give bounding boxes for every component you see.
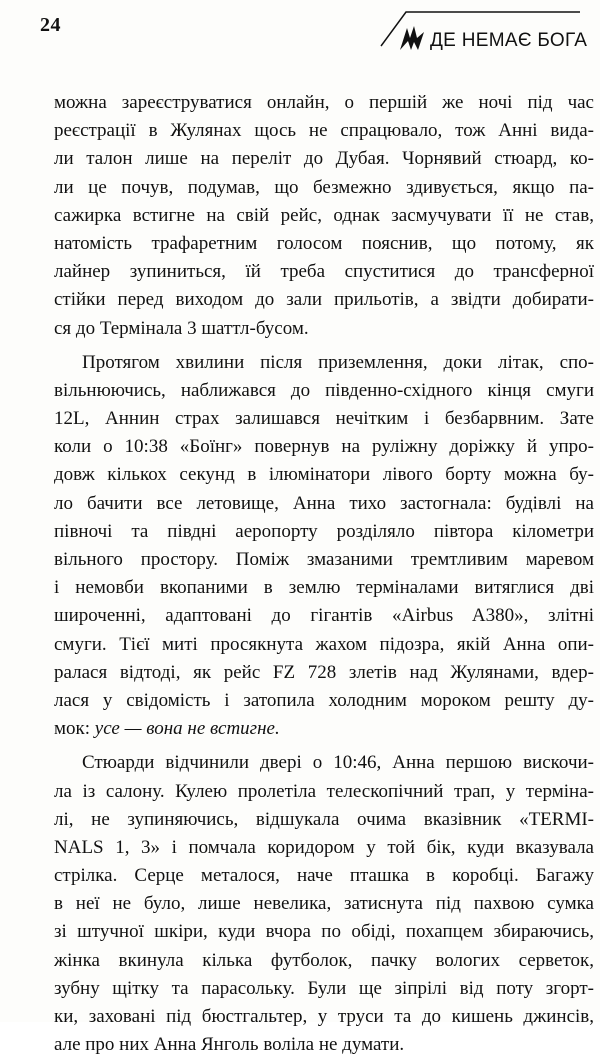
text-line: Стюарди відчинили двері о 10:46, Анна першою вискочи-: [82, 752, 594, 774]
text-line: вільного простору. Поміж змазаними тремтливим маревом: [54, 549, 594, 570]
text-line: але про них Анна Янголь воліла не думати.: [54, 1034, 405, 1056]
text-line: натомість трафаретним голосом пояснив, що потому, як: [54, 232, 594, 254]
text-line: ралася відтоді, як рейс FZ 728 злетів над Жулянами, вдер-: [54, 661, 594, 683]
running-title: ДЕ НЕМАЄ БОГА: [430, 30, 588, 51]
text-line: сажирка встигне на свій рейс, однак засмучувати її не став,: [54, 204, 594, 226]
text-line: мок: усе — вона не встигне.: [54, 718, 280, 740]
text-line: широченні, адаптовані до гігантів «Airbus A380», злітні: [54, 605, 594, 627]
text-line: смуги. Тієї миті просякнута жахом підозра, якій Анна опи-: [54, 633, 594, 655]
text-line: ки, заховані під бюстгальтер, у труси та до кишень джинсів,: [54, 1006, 594, 1027]
italic-phrase: усе — вона не встигне.: [94, 718, 280, 740]
text-line: коли о 10:38 «Боїнг» повернув на руліжну доріжку й упро-: [54, 436, 594, 458]
page-number: 24: [40, 14, 61, 36]
text-line: можна зареєструватися онлайн, о першій же ночі під час: [54, 92, 594, 113]
text-line: ся до Термінала 3 шаттл-бусом.: [54, 317, 309, 339]
text-line: ла із салону. Кулею пролетіла телескопічний трап, у терміна-: [54, 780, 594, 802]
text-line: зубну щітку та парасольку. Були ще зіпрілі від поту згорт-: [54, 977, 594, 999]
text-line: 12L, Аннин страх залишався нечітким і безбарвним. Зате: [54, 408, 594, 430]
text-line: ли талон лише на переліт до Дубая. Чорнявий стюард, ко-: [54, 148, 594, 170]
main-text: [54, 89, 594, 1059]
text-line: стійки перед виходом до зали прильотів, а звідти добирати-: [54, 289, 594, 311]
text-line: лайнер зупиниться, їй треба спуститися до трансферної: [54, 261, 594, 283]
text-line: ли це почув, подумав, що безмежно здивується, якщо па-: [54, 176, 594, 198]
page-header: [0, 0, 600, 60]
text-line: і немовби вкопаними в землю терміналами витяглися дві: [54, 577, 594, 599]
text-line: реєстрації в Жулянах щось не спрацювало, тож Анні вида-: [54, 120, 594, 142]
text-line: вільнюючись, наближався до південно-східного кінця смуги: [54, 379, 594, 401]
text-line: стрілка. Серце металося, наче пташка в коробці. Багажу: [54, 865, 594, 887]
text-line: жінка вкинула кілька футболок, пачку вологих серветок,: [54, 949, 594, 971]
text-line: ло бачити все летовище, Анна тихо застогнала: будівлі на: [54, 492, 594, 514]
text-line: лі, не зупиняючись, відшукала очима вказівник «TERMI-: [54, 808, 594, 830]
text-line: зі штучної шкіри, куди вчора по обіді, похапцем збираючись,: [54, 921, 594, 943]
text-line: довж кількох секунд в ілюмінатори лівого борту можна бу-: [54, 464, 594, 486]
book-series-logo-icon: [398, 24, 426, 52]
text-line: в неї не було, лише невелика, затиснута під пахвою сумка: [54, 893, 594, 915]
text-line: NALS 1, 3» і помчала коридором у той бік, куди вказувала: [54, 836, 594, 858]
text-line: лася у свідомість і затопила холодним мороком решту ду-: [54, 689, 594, 711]
text-line: півночі та півдні аеропорту розділяло півтора кілометри: [54, 520, 594, 542]
text-line: Протягом хвилини після приземлення, доки літак, спо-: [82, 351, 594, 373]
